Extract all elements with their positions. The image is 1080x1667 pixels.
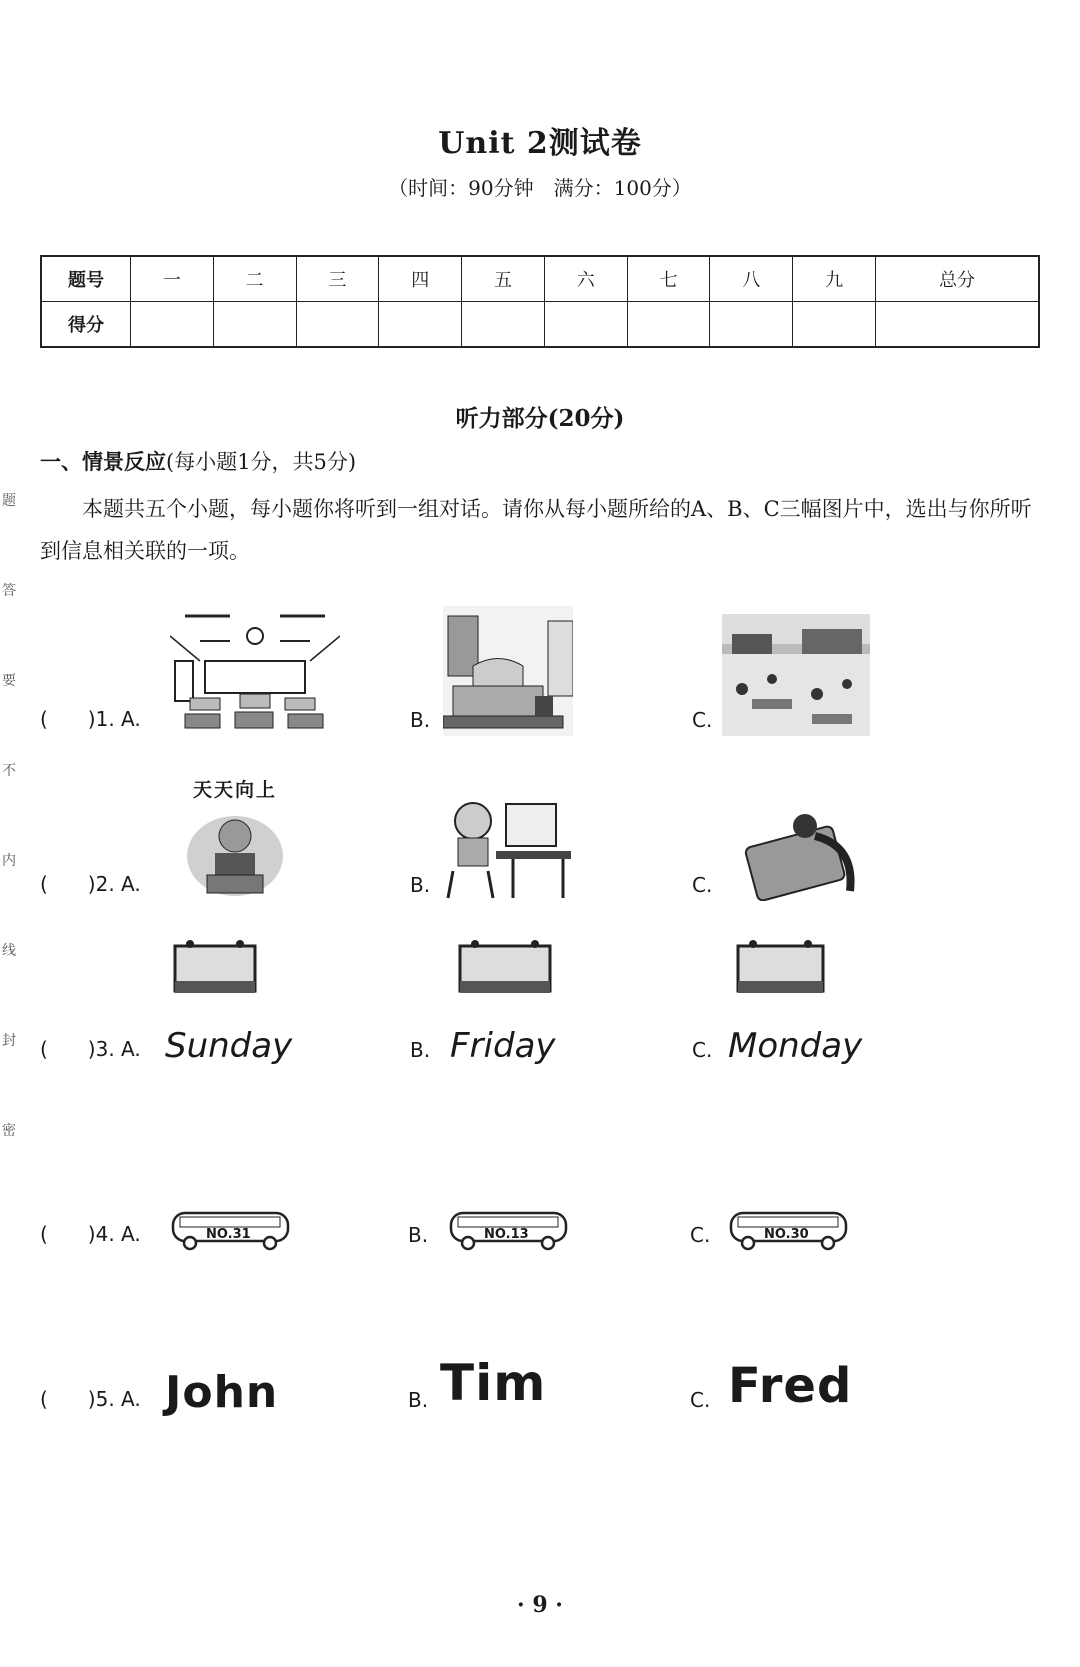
side-char: 答 <box>2 583 16 599</box>
option-b-label: B. <box>410 708 431 732</box>
score-blank[interactable] <box>379 302 462 348</box>
table-cell: 四 <box>379 256 462 302</box>
question-number: ( )1. A. <box>40 707 141 731</box>
calendar-friday[interactable] <box>450 936 560 1066</box>
table-cell: 八 <box>710 256 793 302</box>
question-row-3 <box>40 920 1040 1070</box>
tablet-game-image[interactable] <box>740 806 865 901</box>
side-char: 内 <box>2 853 16 869</box>
day-word: Friday <box>450 1026 556 1066</box>
score-table <box>40 255 1040 348</box>
table-cell: 九 <box>793 256 876 302</box>
score-blank[interactable] <box>793 302 876 348</box>
table-cell: 题号 <box>41 256 131 302</box>
question-number: ( )2. A. <box>40 872 141 896</box>
playground-image[interactable] <box>722 614 870 736</box>
boy-reading-icon <box>185 801 285 899</box>
question-instructions: 本题共五个小题，每小题你将听到一组对话。请你从每小题所给的A、B、C三幅图片中，选出与你所听到信息相关联的一项。 <box>40 497 1032 563</box>
bus-number: NO.31 <box>206 1227 251 1242</box>
option-c-label: C. <box>690 1223 711 1247</box>
score-blank[interactable] <box>213 302 296 348</box>
score-blank[interactable] <box>544 302 627 348</box>
study-hard-image[interactable] <box>175 781 295 901</box>
exam-time-score: （时间：90分钟 满分：100分） <box>388 176 692 200</box>
question-number: ( )4. A. <box>40 1222 141 1246</box>
calendar-icon <box>733 936 828 996</box>
bus-no-31[interactable] <box>170 1207 295 1251</box>
table-cell: 一 <box>131 256 214 302</box>
option-b-label: B. <box>410 873 431 897</box>
option-b-label: B. <box>410 1038 431 1062</box>
name-option-b[interactable]: Tim <box>440 1354 547 1412</box>
score-table-score-row <box>41 302 1039 348</box>
side-char: 封 <box>2 1033 16 1049</box>
option-b-label: B. <box>408 1223 429 1247</box>
score-blank[interactable] <box>627 302 710 348</box>
score-blank[interactable] <box>710 302 793 348</box>
option-b-label: B. <box>408 1388 429 1412</box>
side-char: 线 <box>2 943 16 959</box>
page-number: · 9 · <box>517 1592 563 1618</box>
calendar-monday[interactable] <box>728 936 863 1066</box>
calendar-icon <box>170 936 260 996</box>
name-option-a[interactable]: John <box>165 1367 279 1418</box>
bus-no-13[interactable] <box>448 1207 573 1251</box>
calendar-sunday[interactable] <box>165 936 293 1066</box>
question-number: ( )3. A. <box>40 1037 141 1061</box>
section-title: 听力部分(20分) <box>455 405 625 432</box>
option-c-label: C. <box>692 873 713 897</box>
question-heading <box>40 446 356 476</box>
option-c-label: C. <box>690 1388 711 1412</box>
table-cell: 总分 <box>876 256 1039 302</box>
name-option-c[interactable]: Fred <box>728 1358 853 1414</box>
bus-no-30[interactable] <box>728 1207 853 1251</box>
question-number: ( )5. A. <box>40 1387 141 1411</box>
table-cell: 六 <box>544 256 627 302</box>
side-char: 题 <box>2 493 16 509</box>
binding-margin-text <box>2 490 16 1210</box>
table-cell: 二 <box>213 256 296 302</box>
question-row-4 <box>40 1105 1040 1255</box>
page-title: Unit 2测试卷 <box>438 126 642 161</box>
question-row-1 <box>40 590 1040 740</box>
score-blank[interactable] <box>296 302 379 348</box>
day-word: Monday <box>728 1026 863 1066</box>
bedroom-image[interactable] <box>443 606 573 736</box>
side-char: 密 <box>2 1123 16 1139</box>
question-row-2 <box>40 755 1040 905</box>
score-blank[interactable] <box>131 302 214 348</box>
bus-number: NO.30 <box>764 1227 809 1242</box>
side-char: 要 <box>2 673 16 689</box>
score-blank[interactable] <box>876 302 1039 348</box>
computer-user-image[interactable] <box>438 796 573 901</box>
option-c-label: C. <box>692 708 713 732</box>
side-char: 不 <box>2 763 16 779</box>
score-blank[interactable] <box>462 302 545 348</box>
table-cell: 得分 <box>41 302 131 348</box>
table-cell: 五 <box>462 256 545 302</box>
picture-caption: 天天向上 <box>192 779 277 801</box>
option-c-label: C. <box>692 1038 713 1062</box>
question-row-5 <box>40 1270 1040 1420</box>
calendar-icon <box>455 936 555 996</box>
question-points: (每小题1分，共5分) <box>166 450 357 474</box>
table-cell: 七 <box>627 256 710 302</box>
question-title: 一、情景反应 <box>40 449 166 474</box>
classroom-image[interactable] <box>170 606 340 736</box>
score-table-header-row <box>41 256 1039 302</box>
table-cell: 三 <box>296 256 379 302</box>
bus-number: NO.13 <box>484 1227 529 1242</box>
day-word: Sunday <box>165 1026 293 1066</box>
